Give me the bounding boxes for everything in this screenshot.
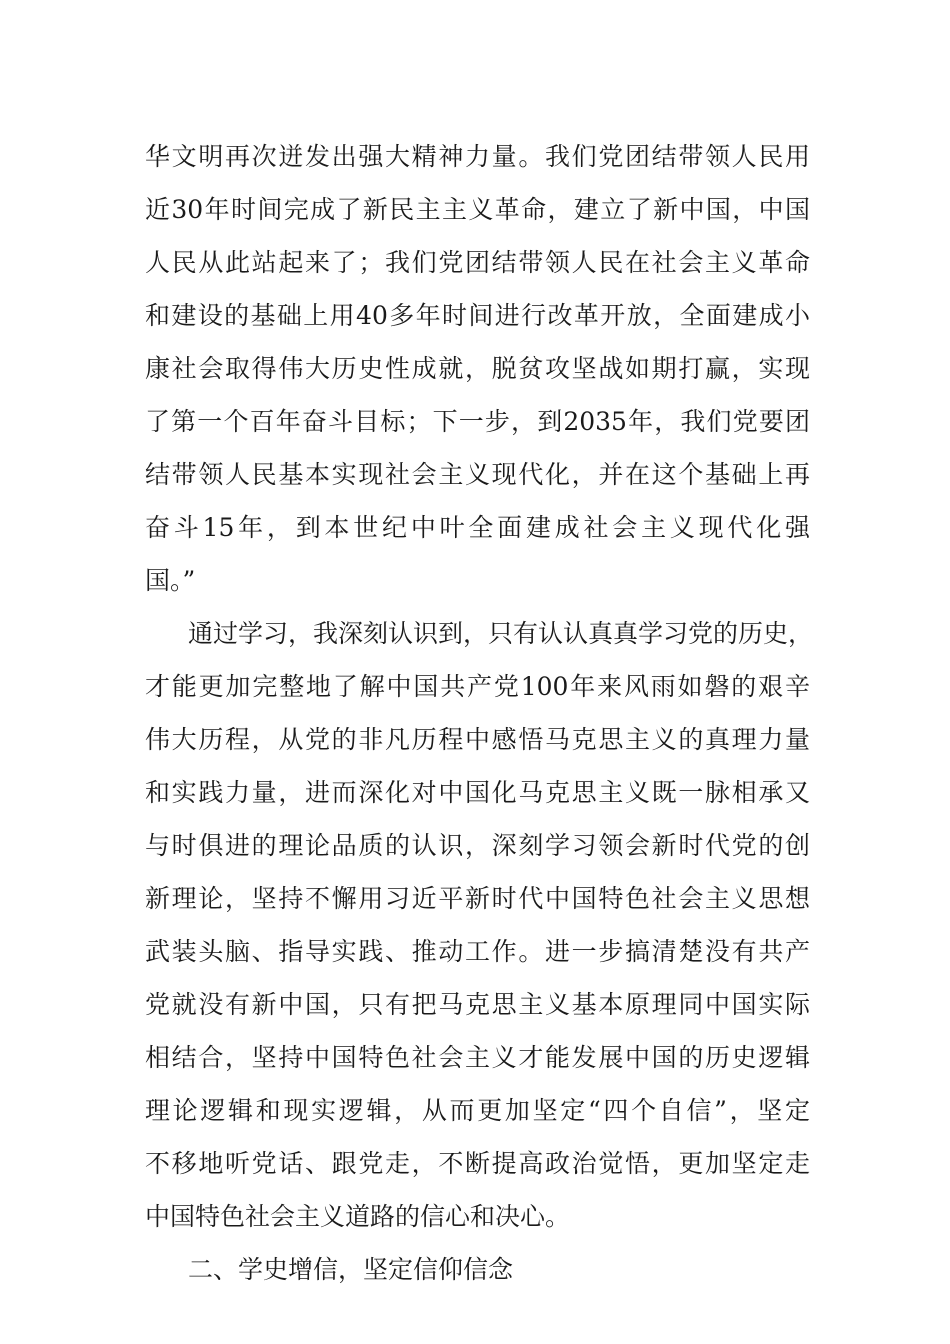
paragraph-1 (145, 130, 810, 607)
text-line: 康社会取得伟大历史性成就，脱贫攻坚战如期打赢，实现 (145, 354, 810, 383)
text-line: 结带领人民基本实现社会主义现代化，并在这个基础上再 (145, 460, 810, 489)
document-page (145, 130, 814, 1296)
text-line: 了第一个百年奋斗目标；下一步，到2035年，我们党要团 (145, 407, 810, 436)
text-line: 和建设的基础上用40多年时间进行改革开放，全面建成小 (145, 301, 810, 330)
text-line: 奋斗15年，到本世纪中叶全面建成社会主义现代化强 (145, 513, 810, 542)
text-line: 国。” (145, 566, 196, 595)
text-line: 理论逻辑和现实逻辑，从而更加坚定“四个自信”，坚定 (145, 1096, 810, 1125)
text-line: 新理论，坚持不懈用习近平新时代中国特色社会主义思想 (145, 884, 810, 913)
text-line: 近30年时间完成了新民主主义革命，建立了新中国，中国 (145, 195, 810, 224)
text-line: 伟大历程，从党的非凡历程中感悟马克思主义的真理力量 (145, 725, 810, 754)
paragraph-2 (145, 607, 814, 1243)
text-line: 通过学习，我深刻认识到，只有认认真真学习党的历史， (188, 619, 814, 648)
text-line: 武装头脑、指导实践、推动工作。进一步搞清楚没有共产 (145, 937, 810, 966)
text-line: 和实践力量，进而深化对中国化马克思主义既一脉相承又 (145, 778, 810, 807)
text-line: 与时俱进的理论品质的认识，深刻学习领会新时代党的创 (145, 831, 810, 860)
text-line: 人民从此站起来了；我们党团结带领人民在社会主义革命 (145, 248, 810, 277)
text-line: 党就没有新中国，只有把马克思主义基本原理同中国实际 (145, 990, 810, 1019)
text-line: 华文明再次迸发出强大精神力量。我们党团结带领人民用 (145, 142, 810, 171)
text-line: 相结合，坚持中国特色社会主义才能发展中国的历史逻辑 (145, 1043, 810, 1072)
text-line: 中国特色社会主义道路的信心和决心。 (145, 1202, 571, 1231)
text-line: 不移地听党话、跟党走，不断提高政治觉悟，更加坚定走 (145, 1149, 810, 1178)
section-heading: 二、学史增信，坚定信仰信念 (188, 1255, 514, 1284)
text-line: 才能更加完整地了解中国共产党100年来风雨如磐的艰辛 (145, 672, 810, 701)
